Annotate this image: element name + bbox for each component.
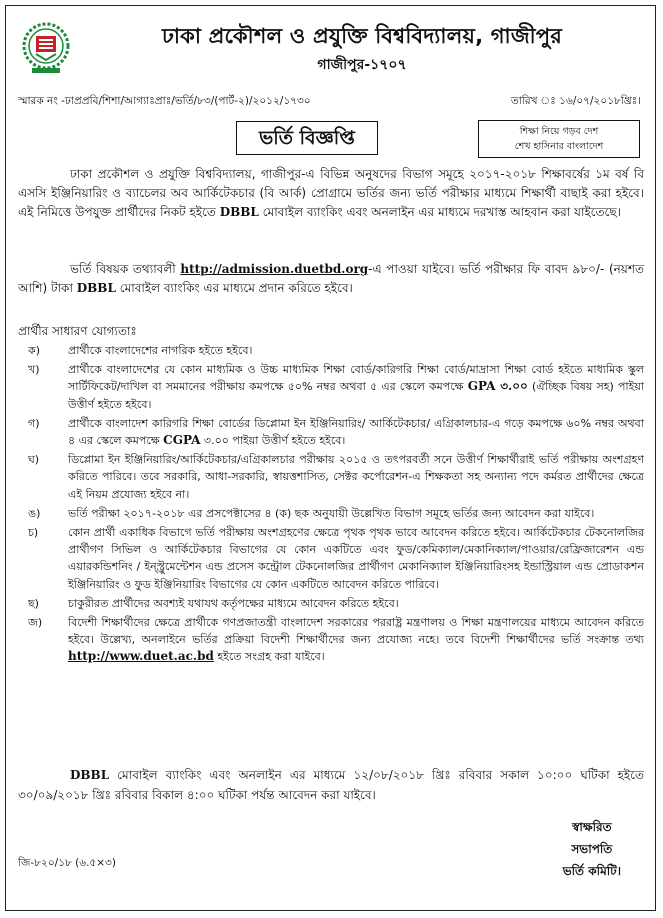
requirements-heading: প্রার্থীর সাধারণ যোগ্যতাঃ <box>18 324 137 338</box>
admission-link[interactable]: http://admission.duetbd.org <box>180 262 369 276</box>
list-item <box>18 595 644 612</box>
item-text <box>68 451 644 503</box>
item-tail: ৩.০০ পাইয়া উত্তীর্ণ হইতে হইবে। <box>200 434 346 448</box>
item-tail: (ঐচ্ছিক বিষয় সহ) পাইয়া উত্তীর্ণ হইতে হইবে। <box>68 380 644 411</box>
slogan-line-2: শেখ হাসিনার বাংলাদেশ <box>514 141 604 152</box>
fee-text-end: মোবাইল ব্যাংকিং এর মাধ্যমে প্রদান করিতে হইবে। <box>115 281 353 295</box>
item-text <box>68 342 644 359</box>
slogan-box <box>478 120 640 158</box>
item-body: প্রার্থীকে বাংলাদেশের যে কোন মাধ্যমিক ও উচ্চ মাধ্যমিক শিক্ষা বোর্ড/কারিগরি শিক্ষা বোর্ড/মাদ্রাসা শিক্ষা বোর্ড হইতে মাধ্যমিক স্কুল সার্টিফিকেট/দাখিল বা সমমানের পরীক্ষায় কমপক্ষে ৫০% নম্বর অথবা ৫ এর স্কেলে কমপক্ষে <box>68 363 644 394</box>
list-item <box>18 505 644 522</box>
item-mark: চ) <box>28 526 39 540</box>
signature-committee: ভর্তি কমিটি। <box>562 864 621 878</box>
list-item <box>18 342 644 359</box>
university-city: গাজীপুর-১৭০৭ <box>317 57 407 73</box>
dbbl-label: DBBL <box>219 205 259 219</box>
list-item <box>18 524 644 593</box>
item-text <box>68 505 644 522</box>
requirements-list <box>18 342 644 668</box>
notice-date: তারিখ ঃ ১৬/০৭/২০১৮খ্রিঃ। <box>510 95 641 107</box>
list-item <box>18 451 644 503</box>
deadline-text: মোবাইল ব্যাংকিং এবং অনলাইন এর মাধ্যমে ১২/০৮/২০১৮ খ্রিঃ রবিবার সকাল ১০:০০ ঘটিকা হইতে ৩০/০৯/২০১৮ খ্রিঃ রবিবার বিকাল ৪:০০ ঘটিকা পর্যন্ত আবেদন করা যাইবে। <box>18 768 644 802</box>
item-body: চাকুরীরত প্রার্থীদের অবশ্যই যথাযথ কর্তৃপক্ষের মাধ্যমে আবেদন করিতে হইবে। <box>68 596 399 610</box>
item-text <box>68 415 644 449</box>
item-body: কোন প্রার্থী একাধিক বিভাগে ভর্তি পরীক্ষায় অংশগ্রহণের ক্ষেত্রে পৃথক পৃথক ভাবে আবেদন করিতে হইবে। আর্কিটেকচার টেকনোলজির প্রার্থীগণ সিভিল ও আর্কিটেকচার বিভাগের যে কোন একটিতে এবং ফুড/কেমিক্যাল/মেকানিক্যাল/পাওয়ার/রেফ্রিজারেশন এন্ড এয়ারকন্ডিশনিং / ইন্স্ট্রুমেন্টেশন এন্ড প্রসেস কন্ট্রোল টেকনোলজির প্রার্থীগণ মেকানিক্যাল ইঞ্জিনিয়ারিংসহ ইন্ডাস্ট্রিয়াল এন্ড প্রোডাকশন ইঞ্জিনিয়ারিং ও ফুড ইঞ্জিনিয়ারিং বিভাগের যে কোন একটিতে আবেদন করিতে পারিবে। <box>68 526 644 591</box>
list-item <box>18 415 644 449</box>
item-tail: হইতে সংগ্রহ করা যাইবে। <box>213 650 325 664</box>
item-text <box>68 595 644 612</box>
item-mark: ঙ) <box>28 506 41 520</box>
dbbl-label: DBBL <box>76 281 116 295</box>
gpa-label: GPA ৩.০০ <box>467 379 528 394</box>
info-text: ভর্তি বিষয়ক তথ্যাবলী <box>70 262 181 276</box>
item-body: প্রার্থীকে বাংলাদেশ কারিগরি শিক্ষা বোর্ডের ডিপ্লোমা ইন ইঞ্জিনিয়ারিং/ আর্কিটেকচার/ এগ্রিকালচার-এ গড়ে কমপক্ষে ৬০% নম্বর অথবা ৪ এর স্কেলে কমপক্ষে <box>68 416 644 448</box>
intro-paragraph-1 <box>18 165 644 222</box>
item-body: ভর্তি পরীক্ষা ২০১৭-২০১৮ এর প্রসপেক্টাসের ৪ (ক) ছক অনুযায়ী উল্লেখিত বিভাগ সমূহে ভর্তির জন্য আবেদন করা যাইবে। <box>68 506 595 520</box>
dbbl-label: DBBL <box>70 768 110 782</box>
intro-text-end: মোবাইল ব্যাংকিং এবং অনলাইন এর মাধ্যমে দরখাস্ত আহবান করা যাইতেছে। <box>258 205 621 219</box>
fee-text: -এ পাওয়া যাইবে। ভর্তি পরীক্ষার ফি বাবদ ৯৮০/- (নয়শত আশি) টাকা <box>18 262 644 295</box>
item-mark: ঘ) <box>28 453 40 467</box>
item-text <box>68 614 644 666</box>
signature-block <box>563 816 621 882</box>
item-text <box>68 524 644 593</box>
signature-title: সভাপতি <box>571 842 613 856</box>
list-item <box>18 614 644 666</box>
item-body: ডিপ্লোমা ইন ইঞ্জিনিয়ারিং/আর্কিটেকচার/এগ্রিকালচার পরীক্ষায় ২০১৫ ও তৎপরবর্তী সনে উত্তীর্ণ শিক্ষার্থীরাই ভর্তি পরীক্ষায় অংশগ্রহণ করিতে পারিবে। তবে সরকারি, আধা-সরকারি, স্বায়ত্তশাসিত, সেক্টর কর্পোরেশন-এ শিক্ষকতা সহ অন্যান্য পদে কর্মরত প্রার্থীদের ক্ষেত্রে এই নিয়ম প্রযোজ্য হইবে না। <box>68 453 644 501</box>
item-body: বিদেশী শিক্ষার্থীদের ক্ষেত্রে প্রার্থীকে গণপ্রজাতন্ত্রী বাংলাদেশ সরকারের পররাষ্ট্র মন্ত্রণালয় ও শিক্ষা মন্ত্রণালয়ের মাধ্যমে আবেদন করিতে হইবে। উল্লেখ্য, অনলাইনে ভর্তির প্রক্রিয়া বিদেশী শিক্ষার্থীদের জন্য প্রযোজ্য নহে। তবে বিদেশী শিক্ষার্থীদের ভর্তি সংক্রান্ত তথ্য <box>68 616 644 647</box>
list-item <box>18 361 644 413</box>
item-mark: গ) <box>28 416 40 430</box>
item-mark: জ) <box>28 616 43 630</box>
signature-signed: স্বাক্ষরিত <box>572 820 612 834</box>
item-mark: ক) <box>28 344 40 357</box>
print-reference: জি-৮২০/১৮ (৬.৫×৩) <box>18 857 116 869</box>
cgpa-label: CGPA <box>163 433 201 448</box>
item-mark: খ) <box>28 363 40 377</box>
application-deadline <box>18 765 644 805</box>
intro-paragraph-2 <box>18 260 644 298</box>
university-logo <box>22 22 70 74</box>
item-text <box>68 361 644 413</box>
notice-title: ভর্তি বিজ্ঞপ্তি <box>236 121 378 155</box>
university-name: ঢাকা প্রকৌশল ও প্রযুক্তি বিশ্ববিদ্যালয়, গাজীপুর <box>161 24 563 48</box>
intro-text: ঢাকা প্রকৌশল ও প্রযুক্তি বিশ্ববিদ্যালয়, গাজীপুর-এ বিভিন্ন অনুষদের বিভাগ সমূহে ২০১৭-২০১৮ শিক্ষাবর্ষের ১ম বর্ষ বি এসসি ইঞ্জিনিয়ারিং ও ব্যাচেলর অব আর্কিটেকচার (বি আর্ক) প্রোগ্রামে ভর্তির জন্য ভর্তি পরীক্ষার মাধ্যমে শিক্ষার্থী বাছাই করা হইবে। এই নিমিত্তে উপযুক্ত প্রার্থীদের নিকট হইতে <box>18 167 644 219</box>
item-mark: ছ) <box>28 596 39 610</box>
slogan-line-1: শিক্ষা নিয়ে গড়ব দেশ <box>519 126 599 137</box>
memo-number: স্মারক নং -ঢাপ্রপ্রবি/শিশা/আগ্যাঃপ্রাঃ/ভর্তি/৮৩/(পার্ট-২)/২০১২/১৭৩০ <box>18 95 311 107</box>
duet-website-link[interactable]: http://www.duet.ac.bd <box>68 649 214 664</box>
item-body: প্রার্থীকে বাংলাদেশের নাগরিক হইতে হইবে। <box>68 344 253 357</box>
